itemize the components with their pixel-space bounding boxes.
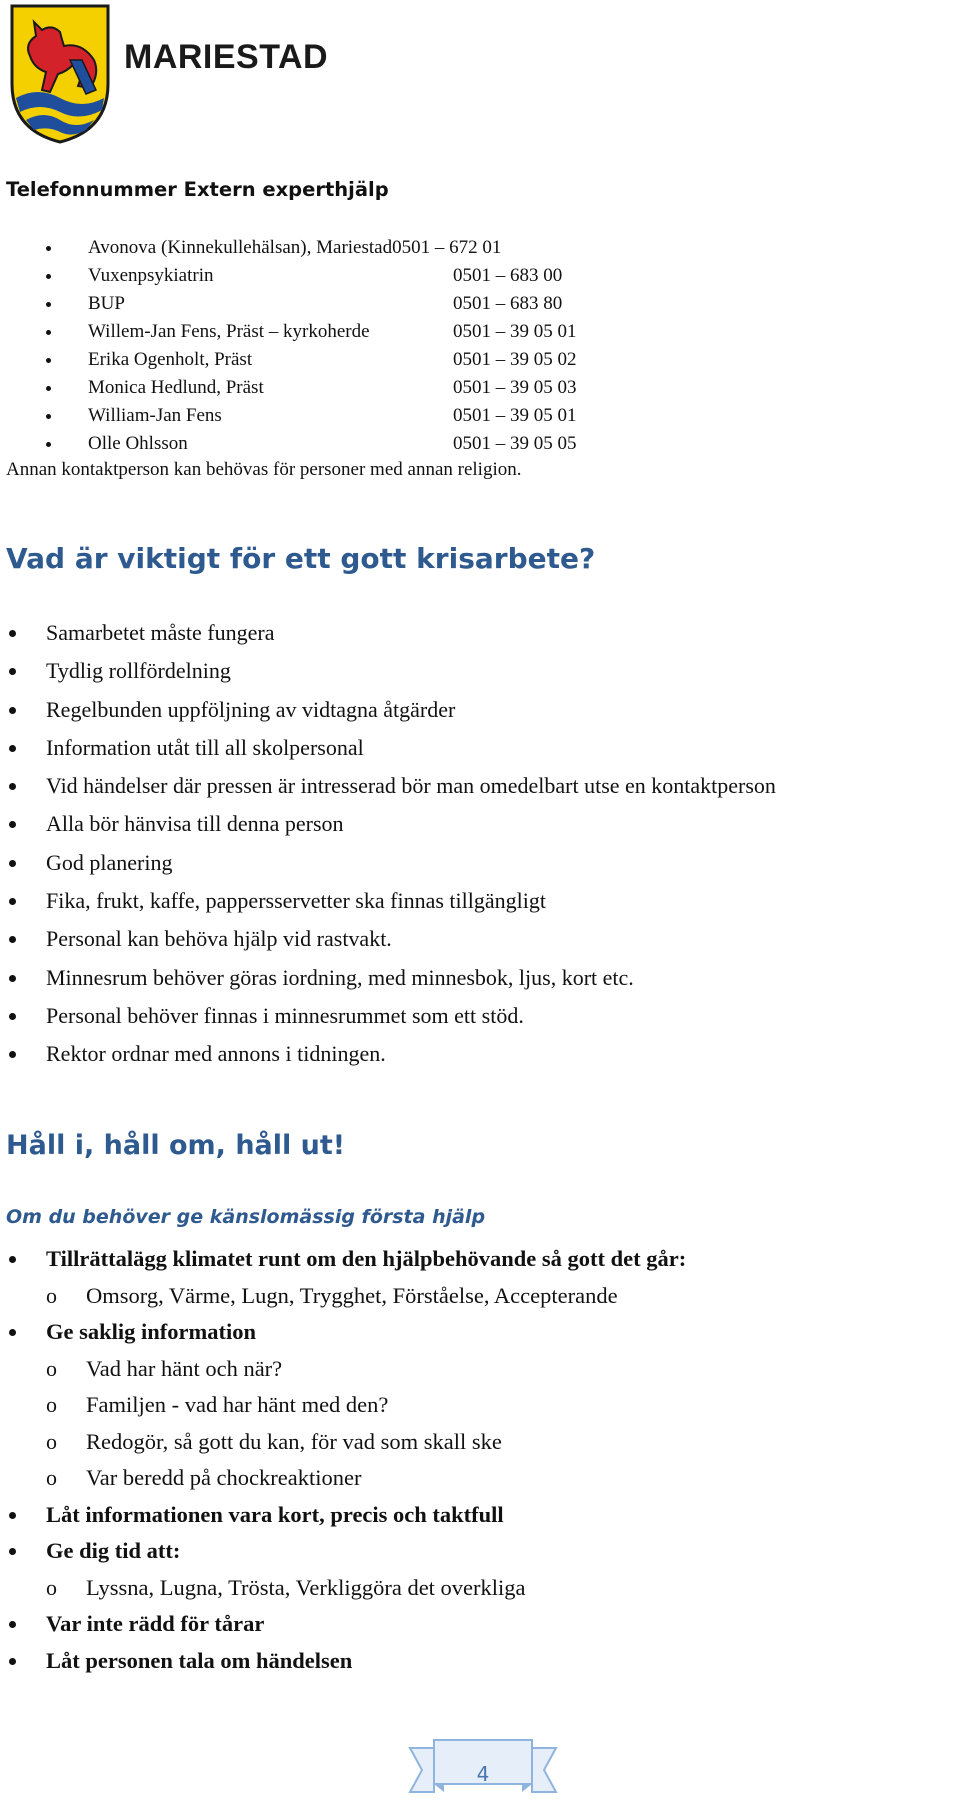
list-item-text: Var inte rädd för tårar bbox=[46, 1611, 265, 1636]
contact-phone: 0501 – 672 01 bbox=[392, 237, 502, 258]
contact-phone: 0501 – 683 80 bbox=[453, 293, 563, 314]
bullet-dot-icon bbox=[9, 975, 16, 982]
contact-phone: 0501 – 39 05 03 bbox=[453, 377, 577, 398]
contact-phone: 0501 – 39 05 05 bbox=[453, 433, 577, 454]
contact-note: Annan kontaktperson kan behövas för personer med annan religion. bbox=[6, 459, 522, 480]
bullet-dot-icon bbox=[9, 783, 16, 790]
crisis-section-title: Vad är viktigt för ett gott krisarbete? bbox=[6, 542, 596, 575]
contact-name: William-Jan Fens bbox=[88, 405, 222, 426]
list-item-text: Alla bör hänvisa till denna person bbox=[46, 811, 344, 837]
bullet-dot-icon bbox=[9, 1256, 16, 1263]
bullet-dot-icon bbox=[9, 936, 16, 943]
list-item-text: Familjen - vad har hänt med den? bbox=[86, 1392, 389, 1417]
bullet-dot-icon bbox=[9, 1051, 16, 1058]
contact-name: Willem-Jan Fens, Präst – kyrkoherde bbox=[88, 321, 370, 342]
list-item-text: God planering bbox=[46, 849, 173, 875]
page-number: 4 bbox=[476, 1762, 490, 1786]
bullet-dot-icon bbox=[9, 860, 16, 867]
contact-name: Monica Hedlund, Präst bbox=[88, 377, 264, 398]
list-item-text: Tydlig rollfördelning bbox=[46, 658, 231, 684]
mariestad-logo bbox=[8, 2, 329, 144]
bullet-dot-icon bbox=[46, 386, 51, 391]
doc-heading: Telefonnummer Extern experthjälp bbox=[6, 178, 389, 201]
circle-bullet-icon: o bbox=[46, 1392, 57, 1417]
support-subtitle: Om du behöver ge känslomässig första hjälp bbox=[6, 1206, 486, 1228]
bullet-dot-icon bbox=[9, 898, 16, 905]
bullet-dot-icon bbox=[46, 274, 51, 279]
list-item-text: Låt personen tala om händelsen bbox=[46, 1647, 353, 1673]
bullet-dot-icon bbox=[9, 1512, 16, 1519]
bullet-dot-icon bbox=[9, 630, 16, 637]
contact-name: Avonova (Kinnekullehälsan), Mariestad bbox=[88, 237, 393, 258]
list-item-text: Personal kan behöva hjälp vid rastvakt. bbox=[46, 926, 392, 952]
circle-bullet-icon: o bbox=[46, 1574, 57, 1600]
contact-phone: 0501 – 39 05 01 bbox=[453, 321, 577, 342]
contact-name: BUP bbox=[88, 293, 125, 314]
logo-wordmark: MARIESTAD bbox=[124, 38, 329, 76]
list-item-text: Redogör, så gott du kan, för vad som skall ske bbox=[86, 1428, 502, 1454]
mariestad-coat-of-arms-icon bbox=[8, 2, 118, 144]
bullet-dot-icon bbox=[9, 1329, 16, 1336]
circle-bullet-icon: o bbox=[46, 1282, 57, 1308]
bullet-dot-icon bbox=[9, 745, 16, 752]
list-item-text: Låt informationen vara kort, precis och taktfull bbox=[46, 1501, 504, 1527]
contact-name: Erika Ogenholt, Präst bbox=[88, 349, 253, 370]
bullet-dot-icon bbox=[9, 821, 16, 828]
list-item-text: Fika, frukt, kaffe, pappersservetter ska finnas tillgängligt bbox=[46, 888, 546, 914]
bullet-dot-icon bbox=[9, 668, 16, 675]
list-item-text: Information utåt till all skolpersonal bbox=[46, 734, 364, 760]
contact-name: Vuxenpsykiatrin bbox=[88, 265, 214, 286]
list-item-text: Var beredd på chockreaktioner bbox=[86, 1465, 362, 1490]
bullet-dot-icon bbox=[9, 1621, 16, 1628]
bullet-dot-icon bbox=[9, 1548, 16, 1555]
contact-name: Olle Ohlsson bbox=[88, 433, 188, 454]
bullet-dot-icon bbox=[46, 302, 51, 307]
circle-bullet-icon: o bbox=[46, 1465, 57, 1490]
list-item-text: Vid händelser där pressen är intresserad bör man omedelbart utse en kontaktperson bbox=[46, 773, 776, 799]
list-item-text: Personal behöver finnas i minnesrummet som ett stöd. bbox=[46, 1002, 524, 1028]
contact-phone: 0501 – 39 05 01 bbox=[453, 405, 577, 426]
list-item-text: Vad har hänt och när? bbox=[86, 1355, 283, 1381]
list-item-text: Regelbunden uppföljning av vidtagna åtgärder bbox=[46, 696, 456, 722]
bullet-dot-icon bbox=[46, 358, 51, 363]
list-item-text: Tillrättalägg klimatet runt om den hjälpbehövande så gott det går: bbox=[46, 1246, 687, 1271]
circle-bullet-icon: o bbox=[46, 1428, 57, 1454]
bullet-dot-icon bbox=[46, 330, 51, 335]
list-item-text: Rektor ordnar med annons i tidningen. bbox=[46, 1041, 386, 1067]
bullet-dot-icon bbox=[46, 246, 51, 251]
support-section-title: Håll i, håll om, håll ut! bbox=[6, 1130, 346, 1161]
contact-phone: 0501 – 39 05 02 bbox=[453, 349, 577, 370]
circle-bullet-icon: o bbox=[46, 1355, 57, 1381]
list-item-text: Ge saklig information bbox=[46, 1319, 257, 1344]
list-item-text: Lyssna, Lugna, Trösta, Verkliggöra det overkliga bbox=[86, 1574, 526, 1600]
contact-phone: 0501 – 683 00 bbox=[453, 265, 563, 286]
bullet-dot-icon bbox=[46, 414, 51, 419]
list-item-text: Minnesrum behöver göras iordning, med minnesbok, ljus, kort etc. bbox=[46, 964, 634, 990]
bullet-dot-icon bbox=[9, 707, 16, 714]
bullet-dot-icon bbox=[9, 1658, 16, 1665]
list-item-text: Omsorg, Värme, Lugn, Trygghet, Förståelse, Accepterande bbox=[86, 1282, 618, 1308]
bullet-dot-icon bbox=[46, 442, 51, 447]
list-item-text: Samarbetet måste fungera bbox=[46, 620, 275, 645]
list-item-text: Ge dig tid att: bbox=[46, 1538, 181, 1563]
bullet-dot-icon bbox=[9, 1013, 16, 1020]
